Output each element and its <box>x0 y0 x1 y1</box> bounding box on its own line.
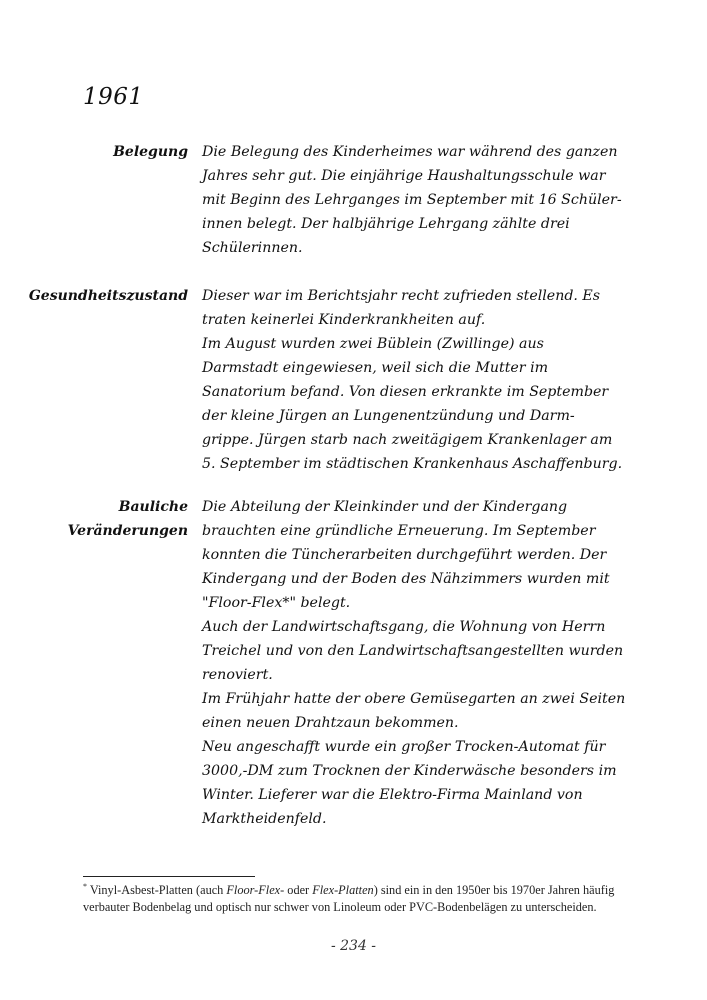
text-line: mit Beginn des Lehrganges im September mit 16 Schüler- <box>202 192 622 208</box>
text-line: konnten die Tüncherarbeiten durchgeführt werden. Der <box>202 547 607 563</box>
text-line: Im Frühjahr hatte der obere Gemüsegarten an zwei Seiten <box>202 691 626 707</box>
footnote-term: Flex-Platten <box>312 883 374 897</box>
section-body <box>202 284 642 476</box>
text-line: der kleine Jürgen an Lungenentzündung und Darm- <box>202 408 575 424</box>
text-line: Auch der Landwirtschaftsgang, die Wohnung von Herrn <box>202 619 606 635</box>
text-line: Die Belegung des Kinderheimes war während des ganzen <box>202 144 618 160</box>
text-line: Schülerinnen. <box>202 240 303 256</box>
footnote-divider <box>83 876 255 877</box>
text-line: brauchten eine gründliche Erneuerung. Im September <box>202 523 596 539</box>
footnote-text: Vinyl-Asbest-Platten (auch <box>87 883 227 897</box>
section-label-line: Veränderungen <box>67 523 188 539</box>
text-line: 5. September im städtischen Krankenhaus Aschaffenburg. <box>202 456 623 472</box>
section-label-line: Belegung <box>113 144 188 160</box>
text-line: Im August wurden zwei Büblein (Zwillinge) aus <box>202 336 544 352</box>
text-line: einen neuen Drahtzaun bekommen. <box>202 715 459 731</box>
footnote-text: oder <box>284 883 313 897</box>
section-body <box>202 140 642 260</box>
year-heading: 1961 <box>83 84 144 110</box>
footnote-marker: * <box>83 881 87 891</box>
text-line: innen belegt. Der halbjährige Lehrgang zählte drei <box>202 216 570 232</box>
section-label <box>68 495 188 543</box>
text-line: renoviert. <box>202 667 273 683</box>
section-label-line: Bauliche <box>118 499 188 515</box>
section-label <box>113 140 188 164</box>
text-line: Treichel und von den Landwirtschaftsangestellten wurden <box>202 643 624 659</box>
section-label-line: Gesundheitszustand <box>28 288 188 304</box>
page-number: - 234 - <box>330 938 377 954</box>
text-line: Dieser war im Berichtsjahr recht zufrieden stellend. Es <box>202 288 601 304</box>
text-line: traten keinerlei Kinderkrankheiten auf. <box>202 312 486 328</box>
text-line: Jahres sehr gut. Die einjährige Haushaltungsschule war <box>202 168 606 184</box>
text-line: Marktheidenfeld. <box>202 811 327 827</box>
text-line: 3000,-DM zum Trocknen der Kinderwäsche besonders im <box>202 763 617 779</box>
text-line: Kindergang und der Boden des Nähzimmers wurden mit <box>202 571 610 587</box>
text-line: Die Abteilung der Kleinkinder und der Kindergang <box>202 499 568 515</box>
footnote-term: Floor-Flex- <box>226 883 285 897</box>
text-line: Darmstadt eingewiesen, weil sich die Mutter im <box>202 360 549 376</box>
section-body <box>202 495 642 831</box>
text-line: grippe. Jürgen starb nach zweitägigem Krankenlager am <box>202 432 613 448</box>
text-line: "Floor-Flex*" belegt. <box>202 595 351 611</box>
text-line: Winter. Lieferer war die Elektro-Firma Mainland von <box>202 787 583 803</box>
footnote-text: ) sind ein in den 1950er bis 1970er Jahren häufig verbauter Bodenbelag und optisch nur schwer von Linoleum oder PVC-Bodenbelägen zu unterscheiden. <box>83 883 615 914</box>
section-label <box>29 284 188 308</box>
footnote <box>83 882 623 916</box>
text-line: Sanatorium befand. Von diesen erkrankte im September <box>202 384 609 400</box>
text-line: Neu angeschafft wurde ein großer Trocken-Automat für <box>202 739 606 755</box>
